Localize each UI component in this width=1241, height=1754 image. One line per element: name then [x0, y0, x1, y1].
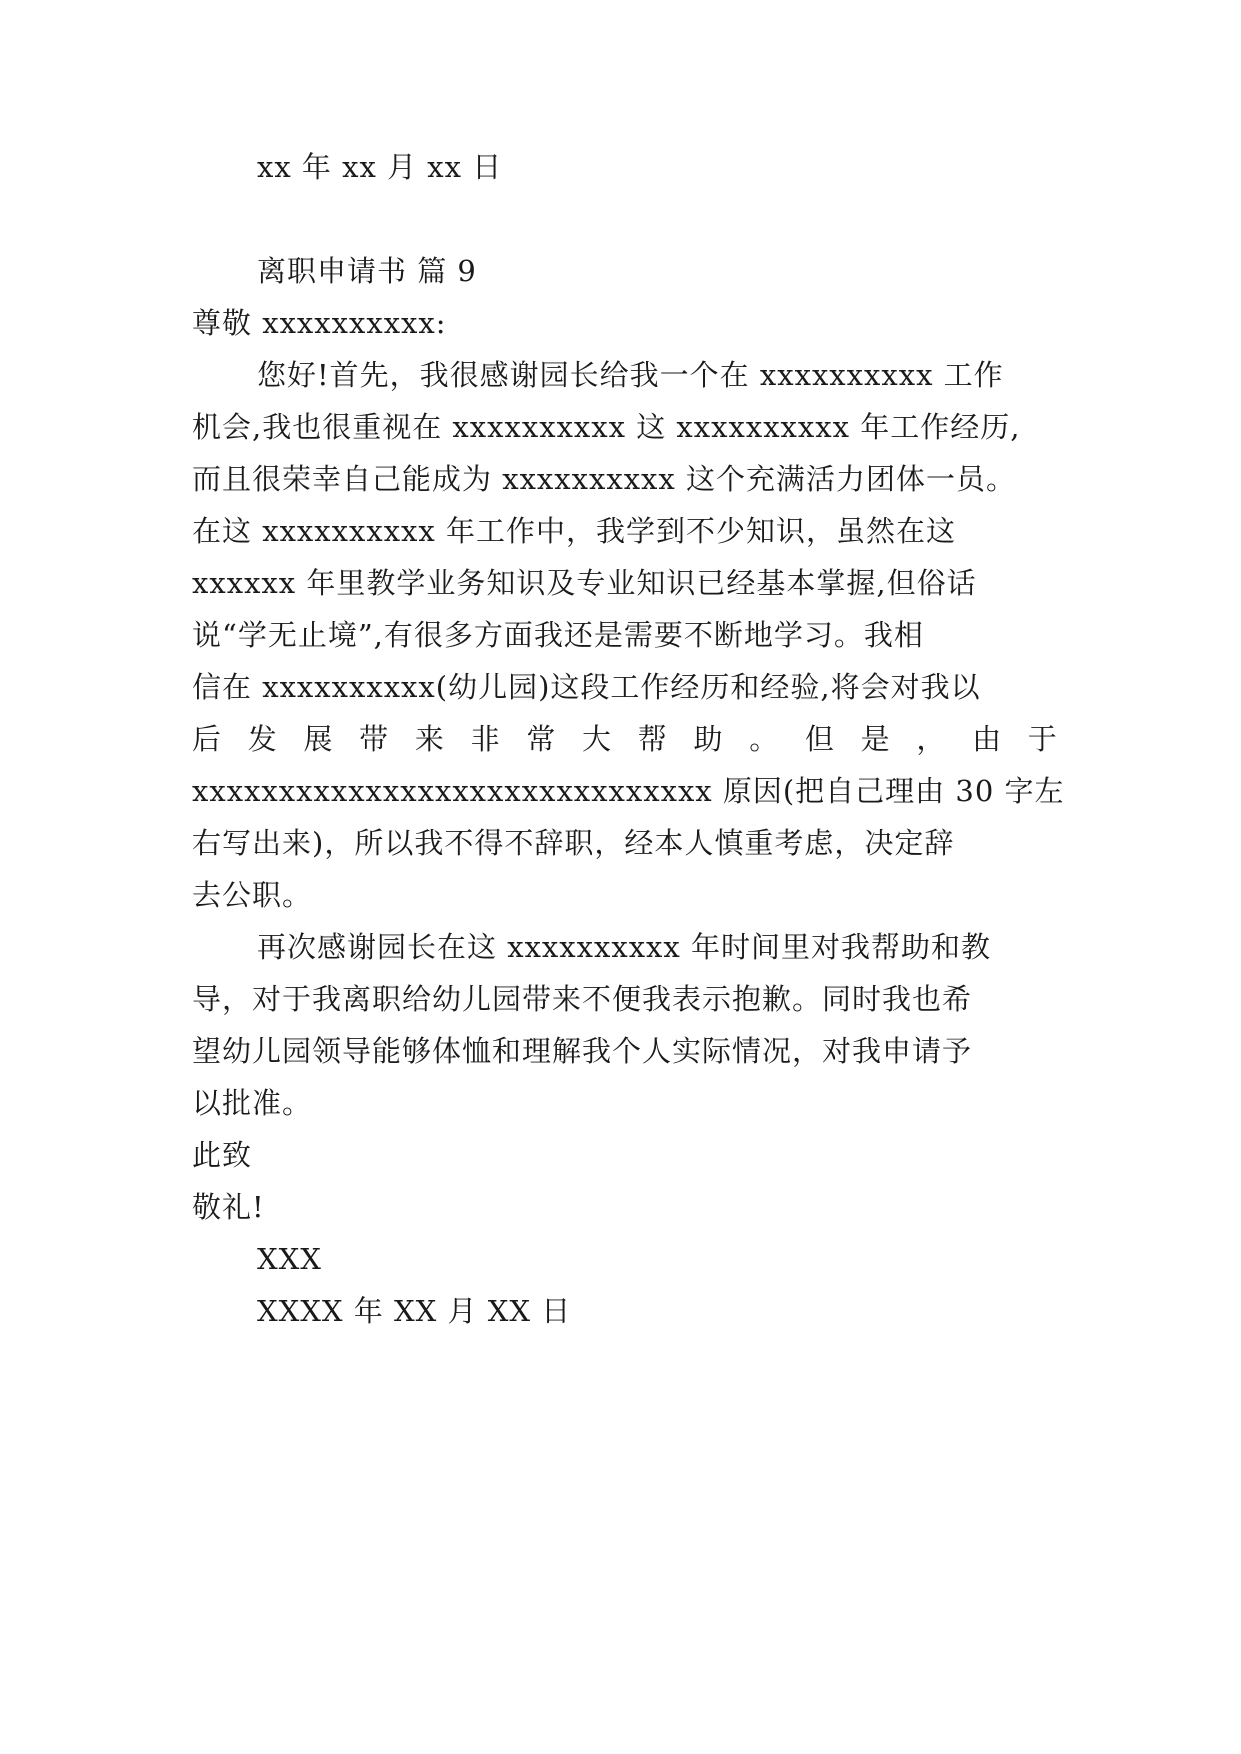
spaced-char: 于 — [1027, 722, 1058, 756]
spaced-char: 非 — [470, 722, 501, 756]
spaced-char: 是 — [860, 722, 891, 756]
spaced-char: 帮 — [637, 722, 668, 756]
salutation: 尊敬 xxxxxxxxxx: — [192, 306, 447, 340]
body-line: 望幼儿园领导能够体恤和理解我个人实际情况，对我申请予 — [192, 1034, 973, 1068]
spaced-char: 但 — [804, 722, 835, 756]
body-line: 在这 xxxxxxxxxx 年工作中，我学到不少知识，虽然在这 — [192, 514, 956, 548]
spaced-char: 大 — [582, 722, 613, 756]
body-line-spaced — [192, 710, 1058, 768]
body-line: 说“学无止境”,有很多方面我还是需要不断地学习。我相 — [192, 618, 924, 652]
spaced-char: 展 — [303, 722, 334, 756]
spaced-char: 来 — [414, 722, 445, 756]
spaced-char: 带 — [359, 722, 390, 756]
body-line: 去公职。 — [192, 878, 313, 912]
body-line: 导，对于我离职给幼儿园带来不便我表示抱歉。同时我也希 — [192, 982, 973, 1016]
spaced-char: 。 — [749, 722, 780, 756]
body-line: 以批准。 — [192, 1086, 313, 1120]
header-date: xx 年 xx 月 xx 日 — [257, 150, 503, 184]
spaced-char: 助 — [693, 722, 724, 756]
body-line: xxxxxxxxxxxxxxxxxxxxxxxxxxxxxx 原因(把自己理由 30 字左 — [192, 774, 1065, 808]
body-line: 您好!首先，我很感谢园长给我一个在 xxxxxxxxxx 工作 — [257, 358, 1004, 392]
spaced-char: 发 — [247, 722, 278, 756]
signature: XXX — [257, 1242, 322, 1276]
body-line: 而且很荣幸自己能成为 xxxxxxxxxx 这个充满活力团体一员。 — [192, 462, 1016, 496]
closing-line-2: 敬礼! — [192, 1190, 265, 1224]
body-line: 机会,我也很重视在 xxxxxxxxxx 这 xxxxxxxxxx 年工作经历, — [192, 410, 1021, 444]
spaced-char: 后 — [192, 722, 223, 756]
body-line: 信在 xxxxxxxxxx(幼儿园)这段工作经历和经验,将会对我以 — [192, 670, 981, 704]
body-line: 再次感谢园长在这 xxxxxxxxxx 年时间里对我帮助和教 — [257, 930, 991, 964]
spaced-char: 由 — [972, 722, 1003, 756]
body-line: 右写出来)，所以我不得不辞职，经本人慎重考虑，决定辞 — [192, 826, 955, 860]
closing-line-1: 此致 — [192, 1138, 253, 1172]
body-line: xxxxxx 年里教学业务知识及专业知识已经基本掌握,但俗话 — [192, 566, 977, 600]
spaced-char: ， — [916, 722, 947, 756]
document-heading: 离职申请书 篇 9 — [257, 254, 477, 288]
spaced-char: 常 — [526, 722, 557, 756]
signature-date: XXXX 年 XX 月 XX 日 — [257, 1294, 572, 1328]
